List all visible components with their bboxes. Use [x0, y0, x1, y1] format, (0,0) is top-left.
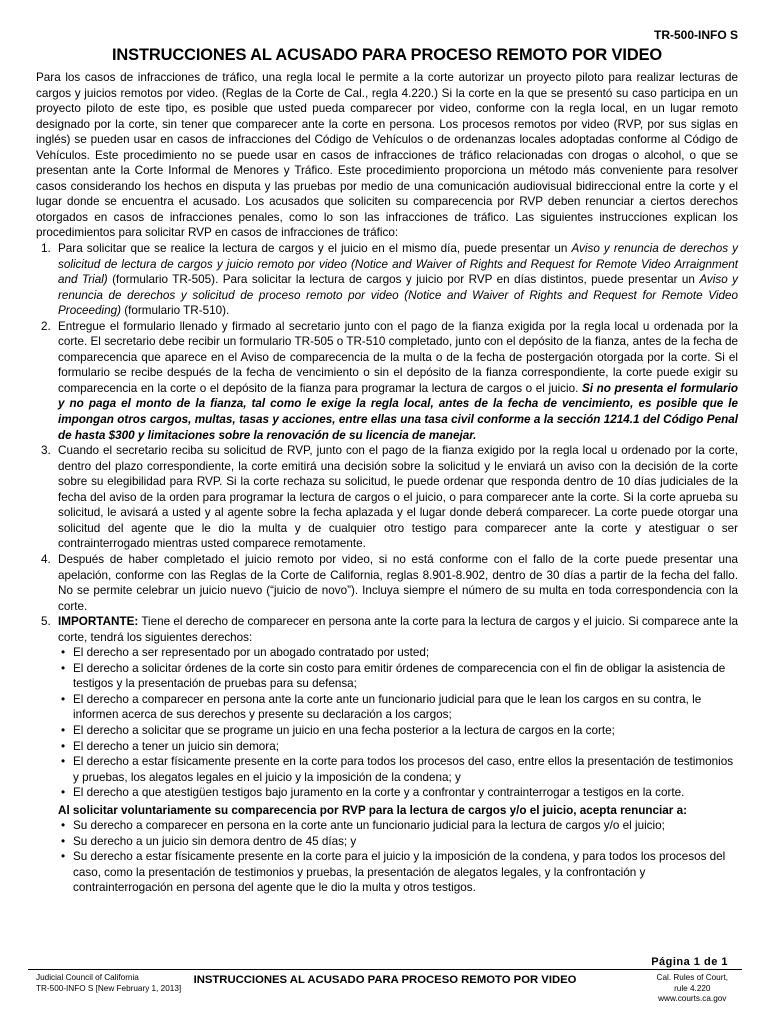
bullet-icon: • — [61, 819, 66, 833]
right-item — [58, 692, 738, 723]
footer-title: INSTRUCCIONES AL ACUSADO PARA PROCESO REMOTO POR VIDEO — [193, 974, 577, 986]
footer-right — [657, 973, 728, 1005]
right-text: El derecho a ser representado por un abogado contratado por usted; — [73, 646, 430, 660]
right-text: El derecho a estar físicamente presente en la corte para todos los procesos del caso, entre ellos la presentación de testimonios y pruebas, los alegatos legales en el juicio y la imposición de la condena; y — [73, 755, 734, 784]
right-item — [58, 661, 738, 692]
form-tr510-name: Aviso y renuncia de derechos y solicitud de proceso remoto por video (Notice and Waiver of Rights and Request for Remote Video Proceeding) — [58, 273, 738, 318]
important-label: IMPORTANTE: — [58, 615, 139, 629]
waiver-heading: Al solicitar voluntariamente su comparecencia por RVP para la lectura de cargos y/o el juicio, acepta renunciar a: — [58, 803, 687, 817]
step-number: 3. — [41, 444, 51, 458]
step-text: Cuando el secretario reciba su solicitud de RVP, junto con el pago de la fianza exigido por la regla local u ordenado por la corte, dentro del plazo correspondiente, la corte emitirá una decisión sobre la solicitud y le enviará un aviso con la decisión de la corte sobre su elegibilidad para RVP. Si la corte rechaza su solicitud, le puede ordenar que responda dentro de 10 días judiciales de la fecha del aviso de la orden para programar la lectura de cargos o el juicio, o para comparecer ante la corte. Si la corte aprueba su solicitud, le avisará a usted y al agente sobre la fecha aplazada y el lugar donde deberá comparecer. La corte puede otorgar una solicitud del agente que le dio la multa y de cualquier otro testigo para comparecer ante la corte y atestiguar o ser contrainterrogado mientras usted comparece remotamente. — [58, 444, 738, 551]
intro-paragraph: Para los casos de infracciones de tráfico, una regla local le permite a la corte autorizar un proyecto piloto para realizar lecturas de cargos y juicios remotos por video. (Reglas de la Corte de Cal., regla 4.220.) Si la corte en la que se presentó su caso participa en un proyecto piloto de este tipo, es posible que usted pueda comparecer por video, conforme con la regla local, en un lugar remoto designado por la corte, sin tener que comparecer ante la corte en persona. Los procesos remotos por video (RVP, por sus siglas en inglés) se pueden usar en casos de infracciones del Código de Vehículos o de ordenanzas locales adoptadas conforme al Código de Vehículos. Este procedimiento no se puede usar en casos de infracciones de tráfico relacionadas con drogas o alcohol, o que se presentan ante la Corte Informal de Menores y Tráfico. Este procedimiento proporciona un método más conveniente para resolver casos considerando los hechos en disputa y las pruebas por medio de una comunicación audiovisual bidireccional entre la corte y el lugar donde se encuentra el acusado. Los acusados que soliciten su comparecencia por RVP deben renunciar a ciertos derechos otorgados en casos de infracciones penales, como lo son las infracciones de tráfico. Las siguientes instrucciones explican los procedimientos para solicitar RVP en casos de infracciones de tráfico: — [36, 71, 738, 240]
right-text: El derecho a tener un juicio sin demora; — [73, 739, 279, 753]
footer-rules-citation: Cal. Rules of Court, — [656, 973, 728, 982]
waiver-text: Su derecho a estar físicamente presente en la corte para el juicio y la imposición de la condena, y para todos los procesos del caso, como la presentación de testimonios y pruebas, la presentación de alegatos legales, y la confrontación y contrainterrogación en persona del agente que le dio la multa y otros testigos. — [73, 850, 726, 895]
step-number: 1. — [41, 242, 51, 256]
footer-rule-number: rule 4.220 — [674, 983, 711, 993]
bullet-icon: • — [61, 850, 66, 864]
right-item — [58, 723, 738, 739]
page-title: INSTRUCCIONES AL ACUSADO PARA PROCESO REMOTO POR VIDEO — [111, 46, 663, 64]
instruction-list — [36, 241, 738, 896]
bullet-icon: • — [61, 834, 66, 848]
step-text: Para solicitar que se realice la lectura de cargos y el juicio en el mismo día, puede presentar un — [58, 242, 572, 256]
right-item — [58, 785, 738, 801]
step-number: 2. — [41, 319, 51, 333]
step-text: Después de haber completado el juicio remoto por video, si no está conforme con el fallo de la corte puede presentar una apelación, conforme con las Reglas de la Corte de California, reglas 8.901-8.902, dentro de 30 días a partir de la fecha del fallo. No se permite celebrar un juicio nuevo (“juicio de novo”). Incluya siempre el número de su multa en toda correspondencia con la corte. — [58, 552, 738, 613]
page-number: Página 1 de 1 — [651, 956, 728, 968]
form-code: TR-500-INFO S — [653, 28, 738, 42]
waiver-text: Su derecho a un juicio sin demora dentro de 45 días; y — [73, 834, 357, 848]
instruction-step-4 — [36, 552, 738, 614]
step-number: 5. — [41, 615, 51, 629]
step-text: (formulario TR-510). — [121, 304, 230, 318]
waiver-list — [58, 818, 738, 896]
instruction-step-2 — [36, 319, 738, 443]
bullet-icon: • — [61, 661, 66, 675]
right-text: El derecho a solicitar que se programe un juicio en una fecha posterior a la lectura de cargos en la corte; — [73, 723, 615, 737]
waiver-item — [58, 849, 738, 896]
rights-list — [58, 645, 738, 800]
right-item — [58, 754, 738, 785]
form-tr505-name: Aviso y renuncia de derechos y solicitud de lectura de cargos y juicio remoto por video (Notice and Waiver of Rights and Request for Remote Video Arraignment and Trial) — [58, 242, 738, 287]
step-text: Entregue el formulario llenado y firmado al secretario junto con el pago de la fianza exigida por la regla local u ordenada por la corte. El secretario debe recibir un formulario TR-505 o TR-510 completado, junto con el depósito de la fianza, antes de la fecha de comparecencia que aparece en el Aviso de comparecencia de la multa o de la fecha de postergación otorgada por la corte. Si el formulario se recibe después de la fecha de vencimiento o sin el depósito de la fianza correspondiente, la corte puede exigir su comparecencia en la corte o el depósito de la fianza para programar la lectura de cargos o el juicio. — [58, 319, 738, 395]
waiver-item — [58, 818, 738, 834]
instruction-step-1 — [36, 241, 738, 319]
bullet-icon: • — [61, 786, 66, 800]
document-body — [36, 70, 738, 896]
right-text: El derecho a solicitar órdenes de la corte sin costo para emitir órdenes de comparecencia con el fin de obligar la asistencia de testigos y la presentación de pruebas para su defensa; — [73, 661, 726, 691]
penalty-warning: Si no presenta el formulario y no paga el monto de la fianza, tal como le exige la regla local, antes de la fecha de vencimiento, es posible que le impongan otros cargos, multas, tasas y acciones, entre ellas una tasa civil conforme a la sección 1214.1 del Código Penal de hasta $300 y limitaciones sobre la renovación de su licencia de manejar. — [58, 381, 738, 442]
bullet-icon: • — [61, 739, 66, 753]
step-number: 4. — [41, 552, 51, 566]
right-text: El derecho a que atestigüen testigos bajo juramento en la corte y a confrontar y contrainterrogar a testigos en la corte. — [73, 786, 685, 800]
instruction-step-5 — [36, 614, 738, 896]
waiver-item — [58, 834, 738, 850]
footer-publisher: Judicial Council of California — [36, 973, 139, 982]
step-text: Tiene el derecho de comparecer en persona ante la corte para la lectura de cargos y el juicio. Si comparece ante la corte, tendrá los siguientes derechos: — [58, 615, 738, 644]
instruction-step-3 — [36, 443, 738, 552]
right-item — [58, 645, 738, 661]
bullet-icon: • — [61, 692, 66, 706]
bullet-icon: • — [61, 755, 66, 769]
waiver-text: Su derecho a comparecer en persona en la corte ante un funcionario judicial para la lectura de cargos y/o el juicio; — [73, 819, 665, 833]
right-text: El derecho a comparecer en persona ante la corte ante un funcionario judicial para que le lean los cargos en su contra, le informen acerca de sus derechos y presente su declaración a los cargos; — [73, 692, 702, 722]
bullet-icon: • — [61, 646, 66, 660]
footer-divider — [28, 969, 742, 970]
step-text: (formulario TR-505). Para solicitar la lectura de cargos y juicio por RVP en días distintos, puede presentar un — [107, 273, 700, 287]
bullet-icon: • — [61, 723, 66, 737]
footer-website: www.courts.ca.gov — [658, 994, 727, 1003]
footer-form-revision: TR-500-INFO S [New February 1, 2013] — [36, 983, 182, 993]
right-item — [58, 739, 738, 755]
